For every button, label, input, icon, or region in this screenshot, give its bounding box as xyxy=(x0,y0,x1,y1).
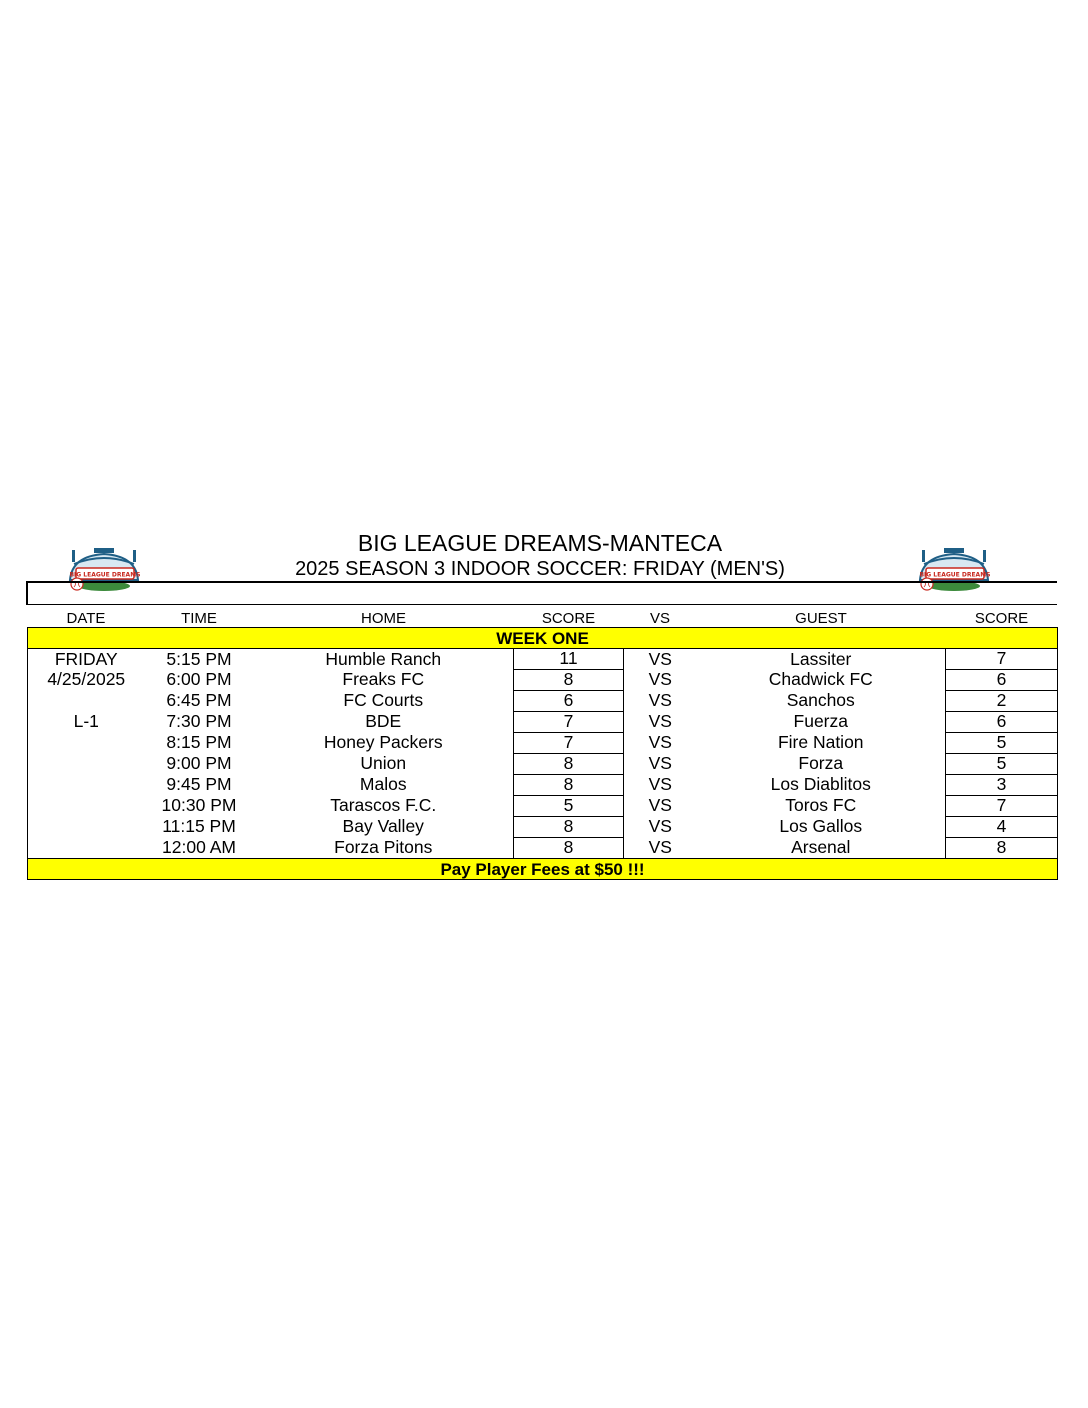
home-score: 8 xyxy=(514,754,624,775)
table-row xyxy=(28,838,1058,859)
home-team: Bay Valley xyxy=(342,816,424,837)
table-row xyxy=(28,670,1058,691)
home-score: 8 xyxy=(514,670,624,691)
page-title: BIG LEAGUE DREAMS-MANTECA xyxy=(357,530,723,556)
game-time: 7:30 PM xyxy=(166,711,232,732)
guest-score: 6 xyxy=(946,712,1058,733)
col-time: TIME xyxy=(181,610,217,627)
column-header-row xyxy=(28,606,1058,628)
vs-label: VS xyxy=(648,774,672,795)
game-date xyxy=(28,733,145,754)
week-banner-row xyxy=(28,628,1058,649)
game-date xyxy=(28,775,145,796)
game-time: 10:30 PM xyxy=(161,795,237,816)
game-date xyxy=(28,754,145,775)
table-row xyxy=(28,733,1058,754)
game-date: L-1 xyxy=(28,712,145,733)
table-row xyxy=(28,712,1058,733)
game-time: 6:45 PM xyxy=(166,690,232,711)
home-score: 5 xyxy=(514,796,624,817)
col-date: DATE xyxy=(66,610,106,627)
game-time: 6:00 PM xyxy=(166,669,232,690)
table-row xyxy=(28,796,1058,817)
vs-label: VS xyxy=(648,690,672,711)
col-guest: GUEST xyxy=(795,610,847,627)
vs-label: VS xyxy=(648,669,672,690)
home-team: Malos xyxy=(359,774,407,795)
game-date xyxy=(28,838,145,859)
game-time: 9:45 PM xyxy=(166,774,232,795)
col-vs: VS xyxy=(649,610,670,627)
guest-team: Los Gallos xyxy=(779,816,863,837)
home-score: 8 xyxy=(514,838,624,859)
home-score: 7 xyxy=(514,712,624,733)
home-team: Freaks FC xyxy=(342,669,425,690)
guest-score: 5 xyxy=(946,754,1058,775)
guest-team: Arsenal xyxy=(791,837,851,857)
footer-banner-row xyxy=(28,859,1058,880)
game-date xyxy=(28,817,145,838)
week-label: WEEK ONE xyxy=(28,628,1058,649)
table-row xyxy=(28,817,1058,838)
vs-label: VS xyxy=(648,648,672,669)
vs-label: VS xyxy=(648,753,672,774)
guest-score: 6 xyxy=(946,670,1058,691)
guest-team: Los Diablitos xyxy=(770,774,871,795)
home-score: 7 xyxy=(514,733,624,754)
guest-score: 7 xyxy=(946,796,1058,817)
page-subtitle: 2025 SEASON 3 INDOOR SOCCER: FRIDAY (MEN'S) xyxy=(295,558,785,580)
table-row xyxy=(28,754,1058,775)
table-row xyxy=(28,649,1058,670)
home-team: Tarascos F.C. xyxy=(330,795,437,816)
game-date: FRIDAY xyxy=(28,649,145,670)
footer-note: Pay Player Fees at $50 !!! xyxy=(28,859,1058,880)
blank-header-row xyxy=(26,582,1057,605)
home-score: 11 xyxy=(514,649,624,670)
vs-label: VS xyxy=(648,732,672,753)
home-team: Humble Ranch xyxy=(325,648,442,669)
game-date xyxy=(28,691,145,712)
guest-team: Sanchos xyxy=(786,690,855,711)
guest-score: 5 xyxy=(946,733,1058,754)
game-time: 9:00 PM xyxy=(166,753,232,774)
logo-text-left: BIG LEAGUE DREAMS xyxy=(69,571,141,579)
home-team: Union xyxy=(360,753,407,774)
guest-team: Forza xyxy=(798,753,844,774)
home-team: Honey Packers xyxy=(323,732,443,753)
game-date: 4/25/2025 xyxy=(28,670,145,691)
home-score: 8 xyxy=(514,817,624,838)
game-time: 5:15 PM xyxy=(166,648,232,669)
vs-label: VS xyxy=(648,837,672,857)
guest-team: Toros FC xyxy=(785,795,857,816)
guest-team: Fire Nation xyxy=(777,732,864,753)
guest-score: 3 xyxy=(946,775,1058,796)
game-time: 8:15 PM xyxy=(166,732,232,753)
home-team: Forza Pitons xyxy=(334,837,433,857)
guest-team: Lassiter xyxy=(790,648,852,669)
col-home-score: SCORE xyxy=(541,610,596,627)
game-time: 12:00 AM xyxy=(162,837,236,857)
vs-label: VS xyxy=(648,816,672,837)
guest-score: 4 xyxy=(946,817,1058,838)
game-time: 11:15 PM xyxy=(162,816,236,837)
vs-label: VS xyxy=(648,795,672,816)
home-team: FC Courts xyxy=(343,690,424,711)
guest-score: 8 xyxy=(946,838,1058,859)
table-row xyxy=(28,775,1058,796)
home-team: BDE xyxy=(365,711,402,732)
guest-team: Fuerza xyxy=(793,711,848,732)
guest-score: 7 xyxy=(946,649,1058,670)
vs-label: VS xyxy=(648,711,672,732)
col-guest-score: SCORE xyxy=(974,610,1029,627)
guest-team: Chadwick FC xyxy=(768,669,873,690)
table-row xyxy=(28,691,1058,712)
home-score: 8 xyxy=(514,775,624,796)
guest-score: 2 xyxy=(946,691,1058,712)
schedule-table xyxy=(27,606,1058,880)
home-score: 6 xyxy=(514,691,624,712)
col-home: HOME xyxy=(361,610,406,627)
logo-text-right: BIG LEAGUE DREAMS xyxy=(919,571,991,579)
game-date xyxy=(28,796,145,817)
